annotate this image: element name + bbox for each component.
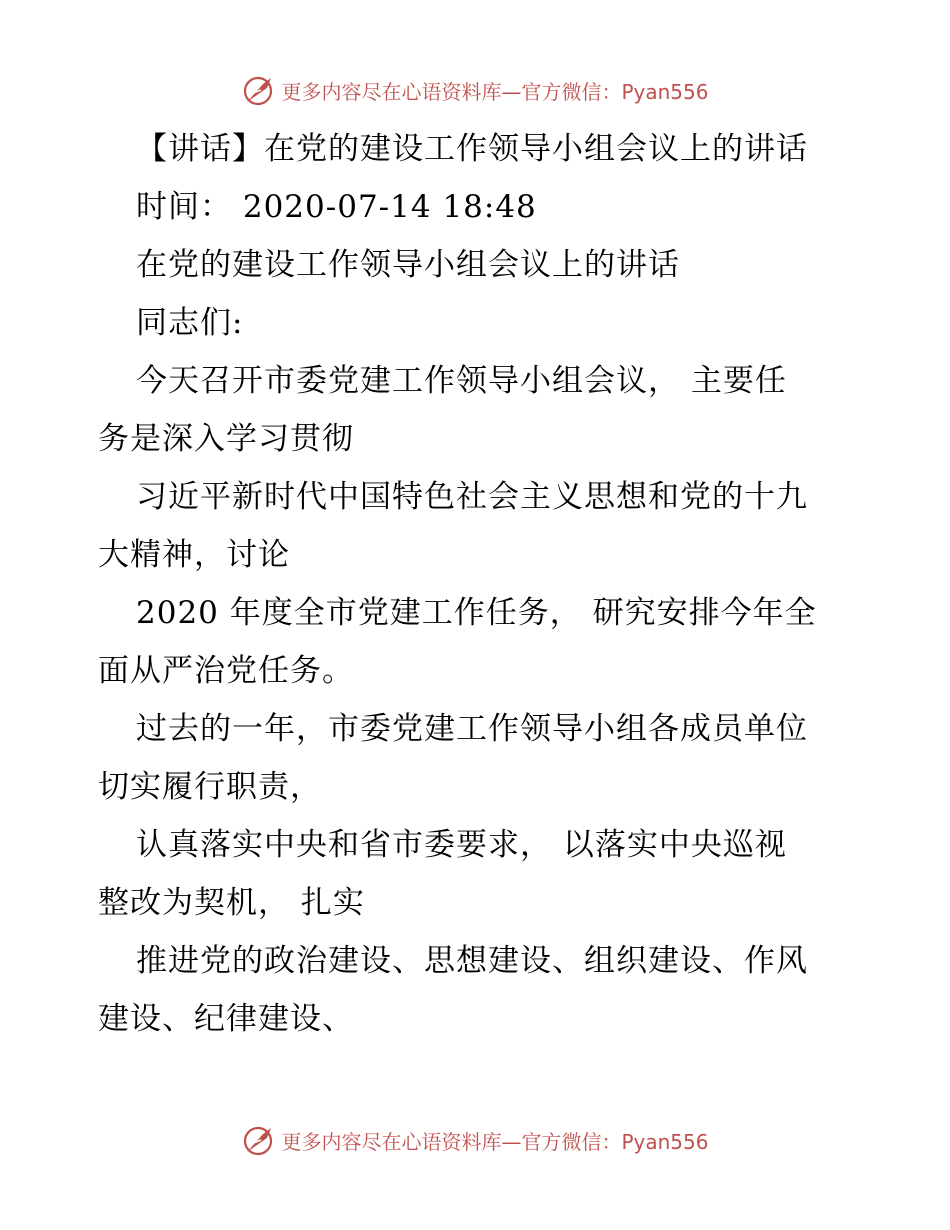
quill-logo-icon xyxy=(241,72,277,108)
document-body xyxy=(98,120,858,1048)
header-watermark xyxy=(0,70,950,110)
text-line: 【讲话】在党的建设工作领导小组会议上的讲话 xyxy=(136,131,808,167)
text-line: 时间： 2020-07-14 18:48 xyxy=(136,189,537,225)
footer-watermark-text: 更多内容尽在心语资料库—官方微信：Pyan556 xyxy=(281,1129,709,1154)
quill-logo-icon xyxy=(241,1122,277,1158)
text-line: 过去的一年，市委党建工作领导小组各成员单位 xyxy=(136,711,808,747)
text-line: 认真落实中央和省市委要求， 以落实中央巡视 xyxy=(136,827,787,863)
header-watermark-text: 更多内容尽在心语资料库—官方微信：Pyan556 xyxy=(281,79,709,104)
text-line: 务是深入学习贯彻 xyxy=(98,421,354,457)
text-line: 切实履行职责， xyxy=(98,769,322,805)
text-line: 同志们: xyxy=(136,305,244,341)
text-line: 今天召开市委党建工作领导小组会议， 主要任 xyxy=(136,363,787,399)
text-line: 习近平新时代中国特色社会主义思想和党的十九 xyxy=(136,479,808,515)
text-line: 推进党的政治建设、思想建设、组织建设、作风 xyxy=(136,943,808,979)
text-line: 在党的建设工作领导小组会议上的讲话 xyxy=(136,247,680,283)
text-line: 建设、纪律建设、 xyxy=(98,1001,354,1037)
text-line: 面从严治党任务。 xyxy=(98,653,354,689)
text-line: 整改为契机， 扎实 xyxy=(98,885,365,921)
text-line: 大精神，讨论 xyxy=(98,537,290,573)
text-line: 2020 年度全市党建工作任务， 研究安排今年全 xyxy=(136,595,817,631)
footer-watermark xyxy=(0,1120,950,1160)
